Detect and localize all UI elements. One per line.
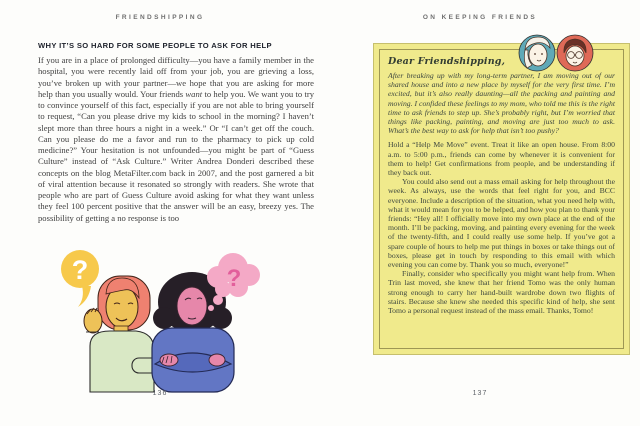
thought-bubble [207,253,260,311]
letter-answer-paragraph: Finally, consider who specifically you might want help from. When Trin last moved, she knew that her friend Tomo was the only human strong enough to carry her hand-built wardrobe down two flights of stairs. Because she knew she needed this specific kind of help, she sent Tomo a personal request instead of the mass email. Thanks, Tomo! [388,269,615,316]
running-head-right: ON KEEPING FRIENDS [422,14,538,21]
portrait-coral [557,35,593,71]
speech-question-mark: ? [71,255,89,285]
letter-box [373,43,630,355]
page-number-left: 136 [152,390,168,397]
letter-answer-paragraph: Hold a “Help Me Move” event. Treat it like an open house. From 8:00 a.m. to 5:00 p.m., friends can come by whenever it is convenient for them to help! Get confirmations from people, and be understanding if they back out. [388,140,615,178]
body-text-end: to help you. We want you to try to convince yourself of this fact, especially if you are not able to bring yourself to request, “Can you please drive my kids to school in the morning? I haven’t slept more than three hours a night in a week.” Or “I can’t get off the couch. Can you please do me a favor and run to the pharmacy to pick up cold medicine?” Your hesitation is not unfounded—you might be part of “Guess Culture” instead of “Ask Culture.” Writer Andrea Donderi described these concepts on the blog MetaFilter.com back in 2007, and the post garnered a bit of viral attention because it resonated so strongly with readers. She wrote that people who are part of Guess Culture avoid asking for what they want unless they feel 100 percent positive that the answer will be an easy, breezy yes. The possibility of getting a no response is too [38,88,314,223]
body-text-emphasis: want [185,88,203,99]
letter-salutation: Dear Friendshipping, [388,56,506,67]
running-head-left: FRIENDSHIPPING [115,14,205,21]
speech-bubble [61,250,99,307]
portrait-badges [516,31,598,75]
letter-content [388,56,615,346]
section-heading: WHY IT’S SO HARD FOR SOME PEOPLE TO ASK FOR HELP [38,41,272,50]
portrait-teal [519,35,555,71]
page-right [320,0,640,426]
letter-question: After breaking up with my long-term partner, I am moving out of our shared house and into a new place by myself for the very first time. I’m excited, but it’s also really daunting—all the packing and painting and moving. I confided these feelings to my mom, who told me this is the right time to ask friends to step up. She’s probably right, but I’m worried that things like packing, painting, and moving are just too much to ask. What’s the best way to ask for help that isn’t too pushy? [388,71,615,136]
body-paragraph [38,55,314,224]
letter-answer-paragraph: You could also send out a mass email asking for help throughout the week. As always, use the words that feel right for you, and BCC everyone. Include a description of the situation, what you need help with, what it would mean for you to be helped, and how you plan to thank your friends: “Hey all! I officially move into my own place at the end of the month. I’ll be packing, moving, and painting every evening for the week of the twenty-fifth, and I could really use some help. If you’ve got a spare couple of hours to help me put things in boxes or take things out of boxes, please get in touch by responding to this email with which evening you can come by. Thank you so much, everyone!” [388,177,615,270]
body-text-start: If you are in a place of prolonged difficulty—you have a family member in the hospital, you were recently laid off from your job, you are grieving a loss, you’ve broken up with your partner—we hope that you are asking for more help than you usually would. Your friends [38,55,314,99]
friends-illustration [52,246,264,394]
thought-question-mark: ? [226,265,242,292]
page-number-right: 137 [472,390,488,397]
